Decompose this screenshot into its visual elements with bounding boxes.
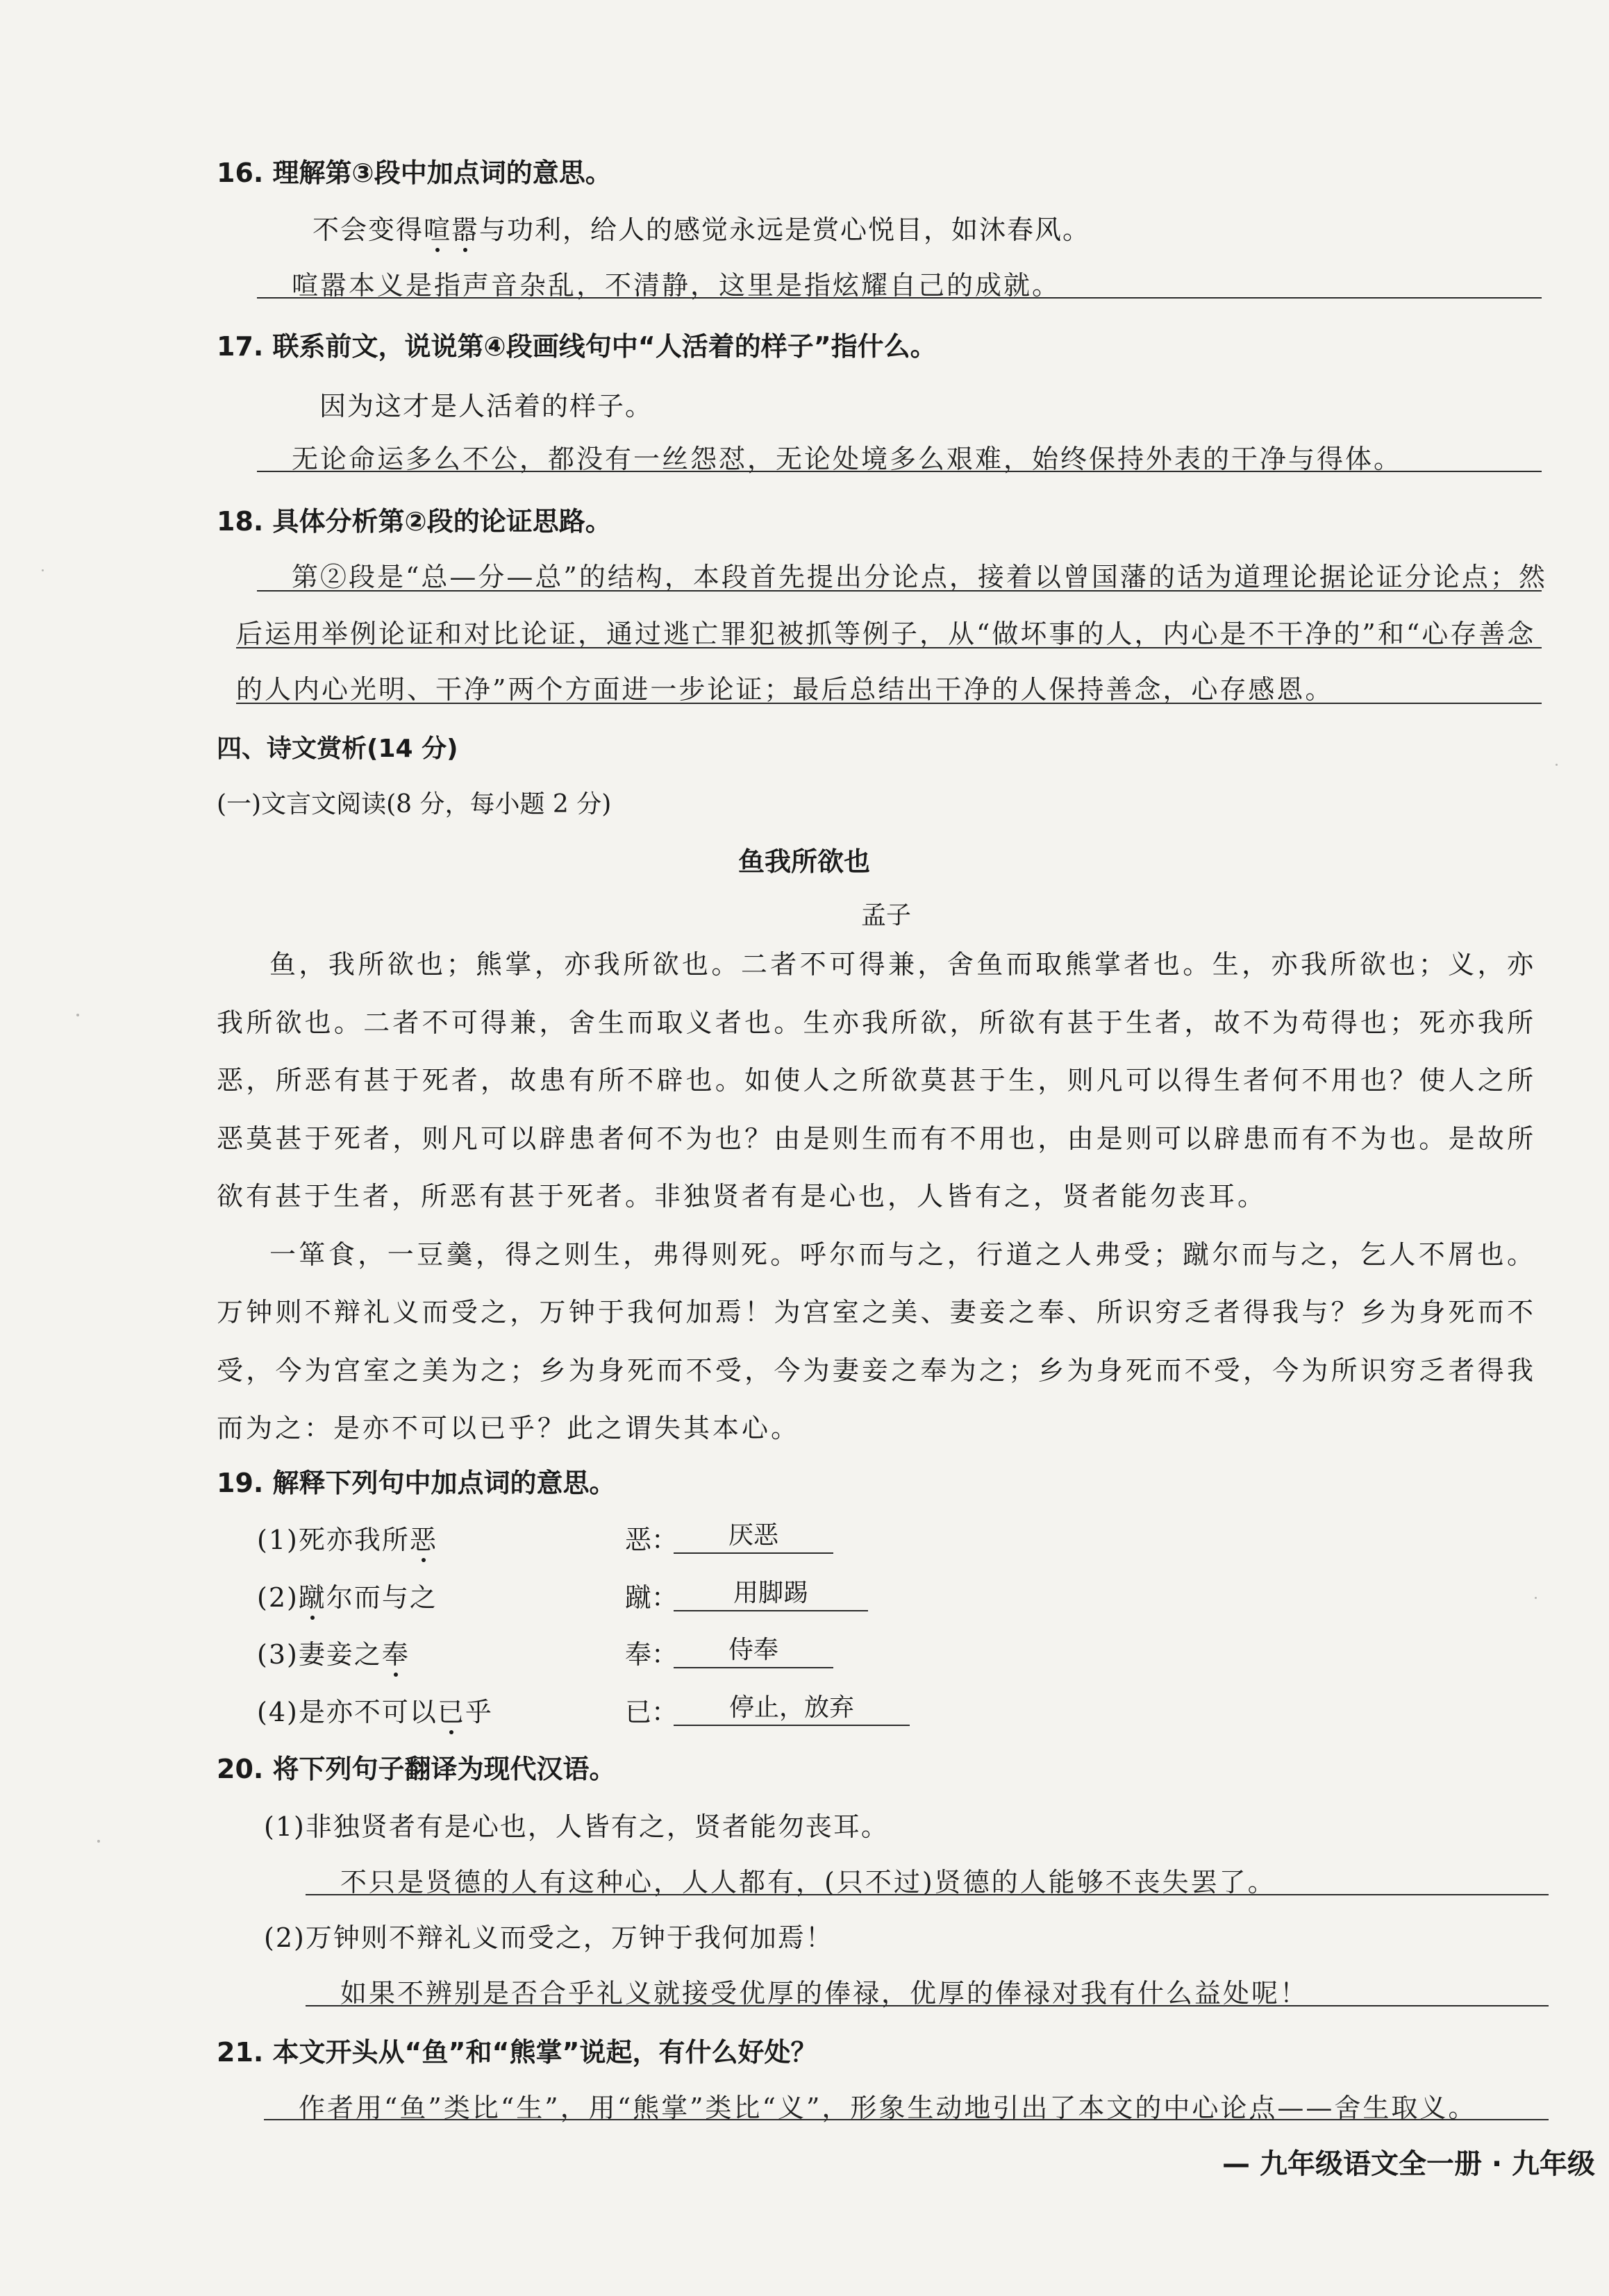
answer-line xyxy=(306,2005,1549,2006)
passage-body xyxy=(217,936,1536,1458)
question-20-label: 20. 将下列句子翻译为现代汉语。 xyxy=(217,1754,616,1784)
vocab-item-1: (1)死亦我所恶 xyxy=(257,1525,437,1555)
question-21-answer: 作者用“鱼”类比“生”，用“熊掌”类比“义”，形象生动地引出了本文的中心论点——舍生取义。 xyxy=(299,2093,1477,2123)
scan-speck xyxy=(42,569,44,571)
passage-author: 孟子 xyxy=(861,901,912,930)
answer-line xyxy=(257,297,1542,299)
question-20-sentence-1: (1)非独贤者有是心也，人皆有之，贤者能勿丧耳。 xyxy=(264,1811,889,1842)
answer-line xyxy=(236,703,1542,704)
question-21-label: 21. 本文开头从“鱼”和“熊掌”说起，有什么好处？ xyxy=(217,2037,817,2068)
vocab-word-1: 恶： xyxy=(625,1525,678,1555)
dotted-char: 恶 xyxy=(409,1525,437,1555)
vocab-word-2: 蹴： xyxy=(625,1582,678,1613)
vocab-item-3: (3)妻妾之奉 xyxy=(257,1639,410,1670)
dotted-char: 奉 xyxy=(381,1639,410,1670)
question-18-label: 18. 具体分析第②段的论证思路。 xyxy=(217,506,612,537)
section-4-subtitle: (一)文言文阅读(8 分，每小题 2 分) xyxy=(217,790,612,819)
question-18-answer-line-3: 的人内心光明、干净”两个方面进一步论证；最后总结出干净的人保持善念，心存感恩。 xyxy=(236,674,1334,705)
question-20-sentence-2: (2)万钟则不辩礼义而受之，万钟于我何加焉！ xyxy=(264,1922,833,1953)
question-20-answer-1: 不只是贤德的人有这种心，人人都有，(只不过)贤德的人能够不丧失罢了。 xyxy=(340,1867,1276,1897)
vocab-answer-1: 厌恶 xyxy=(674,1516,833,1554)
vocab-word-4: 已： xyxy=(625,1697,678,1727)
scan-speck xyxy=(1556,764,1558,766)
page-footer: — 九年级语文全一册 · 九年级 xyxy=(1222,2148,1595,2180)
vocab-word-3: 奉： xyxy=(625,1639,678,1670)
dotted-char: 蹴 xyxy=(298,1582,326,1613)
question-17-answer: 无论命运多么不公，都没有一丝怨怼，无论处境多么艰难，始终保持外表的干净与得体。 xyxy=(292,444,1403,474)
answer-line xyxy=(257,471,1542,472)
answer-line xyxy=(264,2119,1549,2120)
scan-speck xyxy=(1535,1597,1537,1599)
answer-line xyxy=(306,1894,1549,1895)
vocab-answer-2: 用脚踢 xyxy=(674,1573,868,1611)
scan-speck xyxy=(76,1014,79,1016)
dotted-char: 已 xyxy=(437,1697,465,1727)
passage-paragraph-2: 一箪食，一豆羹，得之则生，弗得则死。呼尔而与之，行道之人弗受；蹴尔而与之，乞人不屑也。万钟则不辩礼义而受之，万钟于我何加焉！为宫室之美、妻妾之奉、所识穷乏者得我与？乡为身死而不受，今为宫室之美为之；乡为身死而不受，今为妻妾之奉为之；乡为身死而不受，今为所识穷乏者得我而为之：是亦不可以已乎？此之谓失其本心。 xyxy=(217,1239,1536,1443)
scan-speck xyxy=(97,1840,100,1843)
question-18-answer-line-2: 后运用举例论证和对比论证，通过逃亡罪犯被抓等例子，从“做坏事的人，内心是不干净的”和“心存善念 xyxy=(236,619,1536,649)
question-20-answer-2: 如果不辨别是否合乎礼义就接受优厚的俸禄，优厚的俸禄对我有什么益处呢！ xyxy=(340,1978,1309,2009)
vocab-answer-4: 停止，放弃 xyxy=(674,1688,910,1726)
question-19-label: 19. 解释下列句中加点词的意思。 xyxy=(217,1468,616,1498)
section-4-title: 四、诗文赏析(14 分) xyxy=(217,735,458,763)
question-16-answer: 喧嚣本义是指声音杂乱，不清静，这里是指炫耀自己的成就。 xyxy=(292,270,1061,301)
passage-paragraph-1: 鱼，我所欲也；熊掌，亦我所欲也。二者不可得兼，舍鱼而取熊掌者也。生，亦我所欲也；义，亦我所欲也。二者不可得兼，舍生而取义者也。生亦我所欲，所欲有甚于生者，故不为苟得也；死亦我所恶，所恶有甚于死者，故患有所不辟也。如使人之所欲莫甚于生，则凡可以得生者何不用也？使人之所恶莫甚于死者，则凡可以辟患者何不为也？由是则生而有不用也，由是则可以辟患而有不为也。是故所欲有甚于生者，所恶有甚于死者。非独贤者有是心也，人皆有之，贤者能勿丧耳。 xyxy=(217,949,1536,1212)
question-16-quote: 不会变得喧嚣与功利，给人的感觉永远是赏心悦目，如沐春风。 xyxy=(312,215,1091,245)
vocab-answer-3: 侍奉 xyxy=(674,1630,833,1668)
question-17-quote: 因为这才是人活着的样子。 xyxy=(319,391,653,421)
question-18-answer-line-1: 第②段是“总—分—总”的结构，本段首先提出分论点，接着以曾国藩的话为道理论据论证分论点；然 xyxy=(292,562,1547,592)
dotted-char: 喧 xyxy=(424,215,452,245)
dotted-char: 嚣 xyxy=(451,215,480,245)
passage-title: 鱼我所欲也 xyxy=(737,846,871,877)
question-16-label: 16. 理解第③段中加点词的意思。 xyxy=(217,158,612,188)
answer-line xyxy=(257,590,1542,592)
question-17-label: 17. 联系前文，说说第④段画线句中“人活着的样子”指什么。 xyxy=(217,331,937,362)
vocab-item-2: (2)蹴尔而与之 xyxy=(257,1582,437,1613)
answer-line xyxy=(236,647,1542,648)
vocab-item-4: (4)是亦不可以已乎 xyxy=(257,1697,493,1727)
